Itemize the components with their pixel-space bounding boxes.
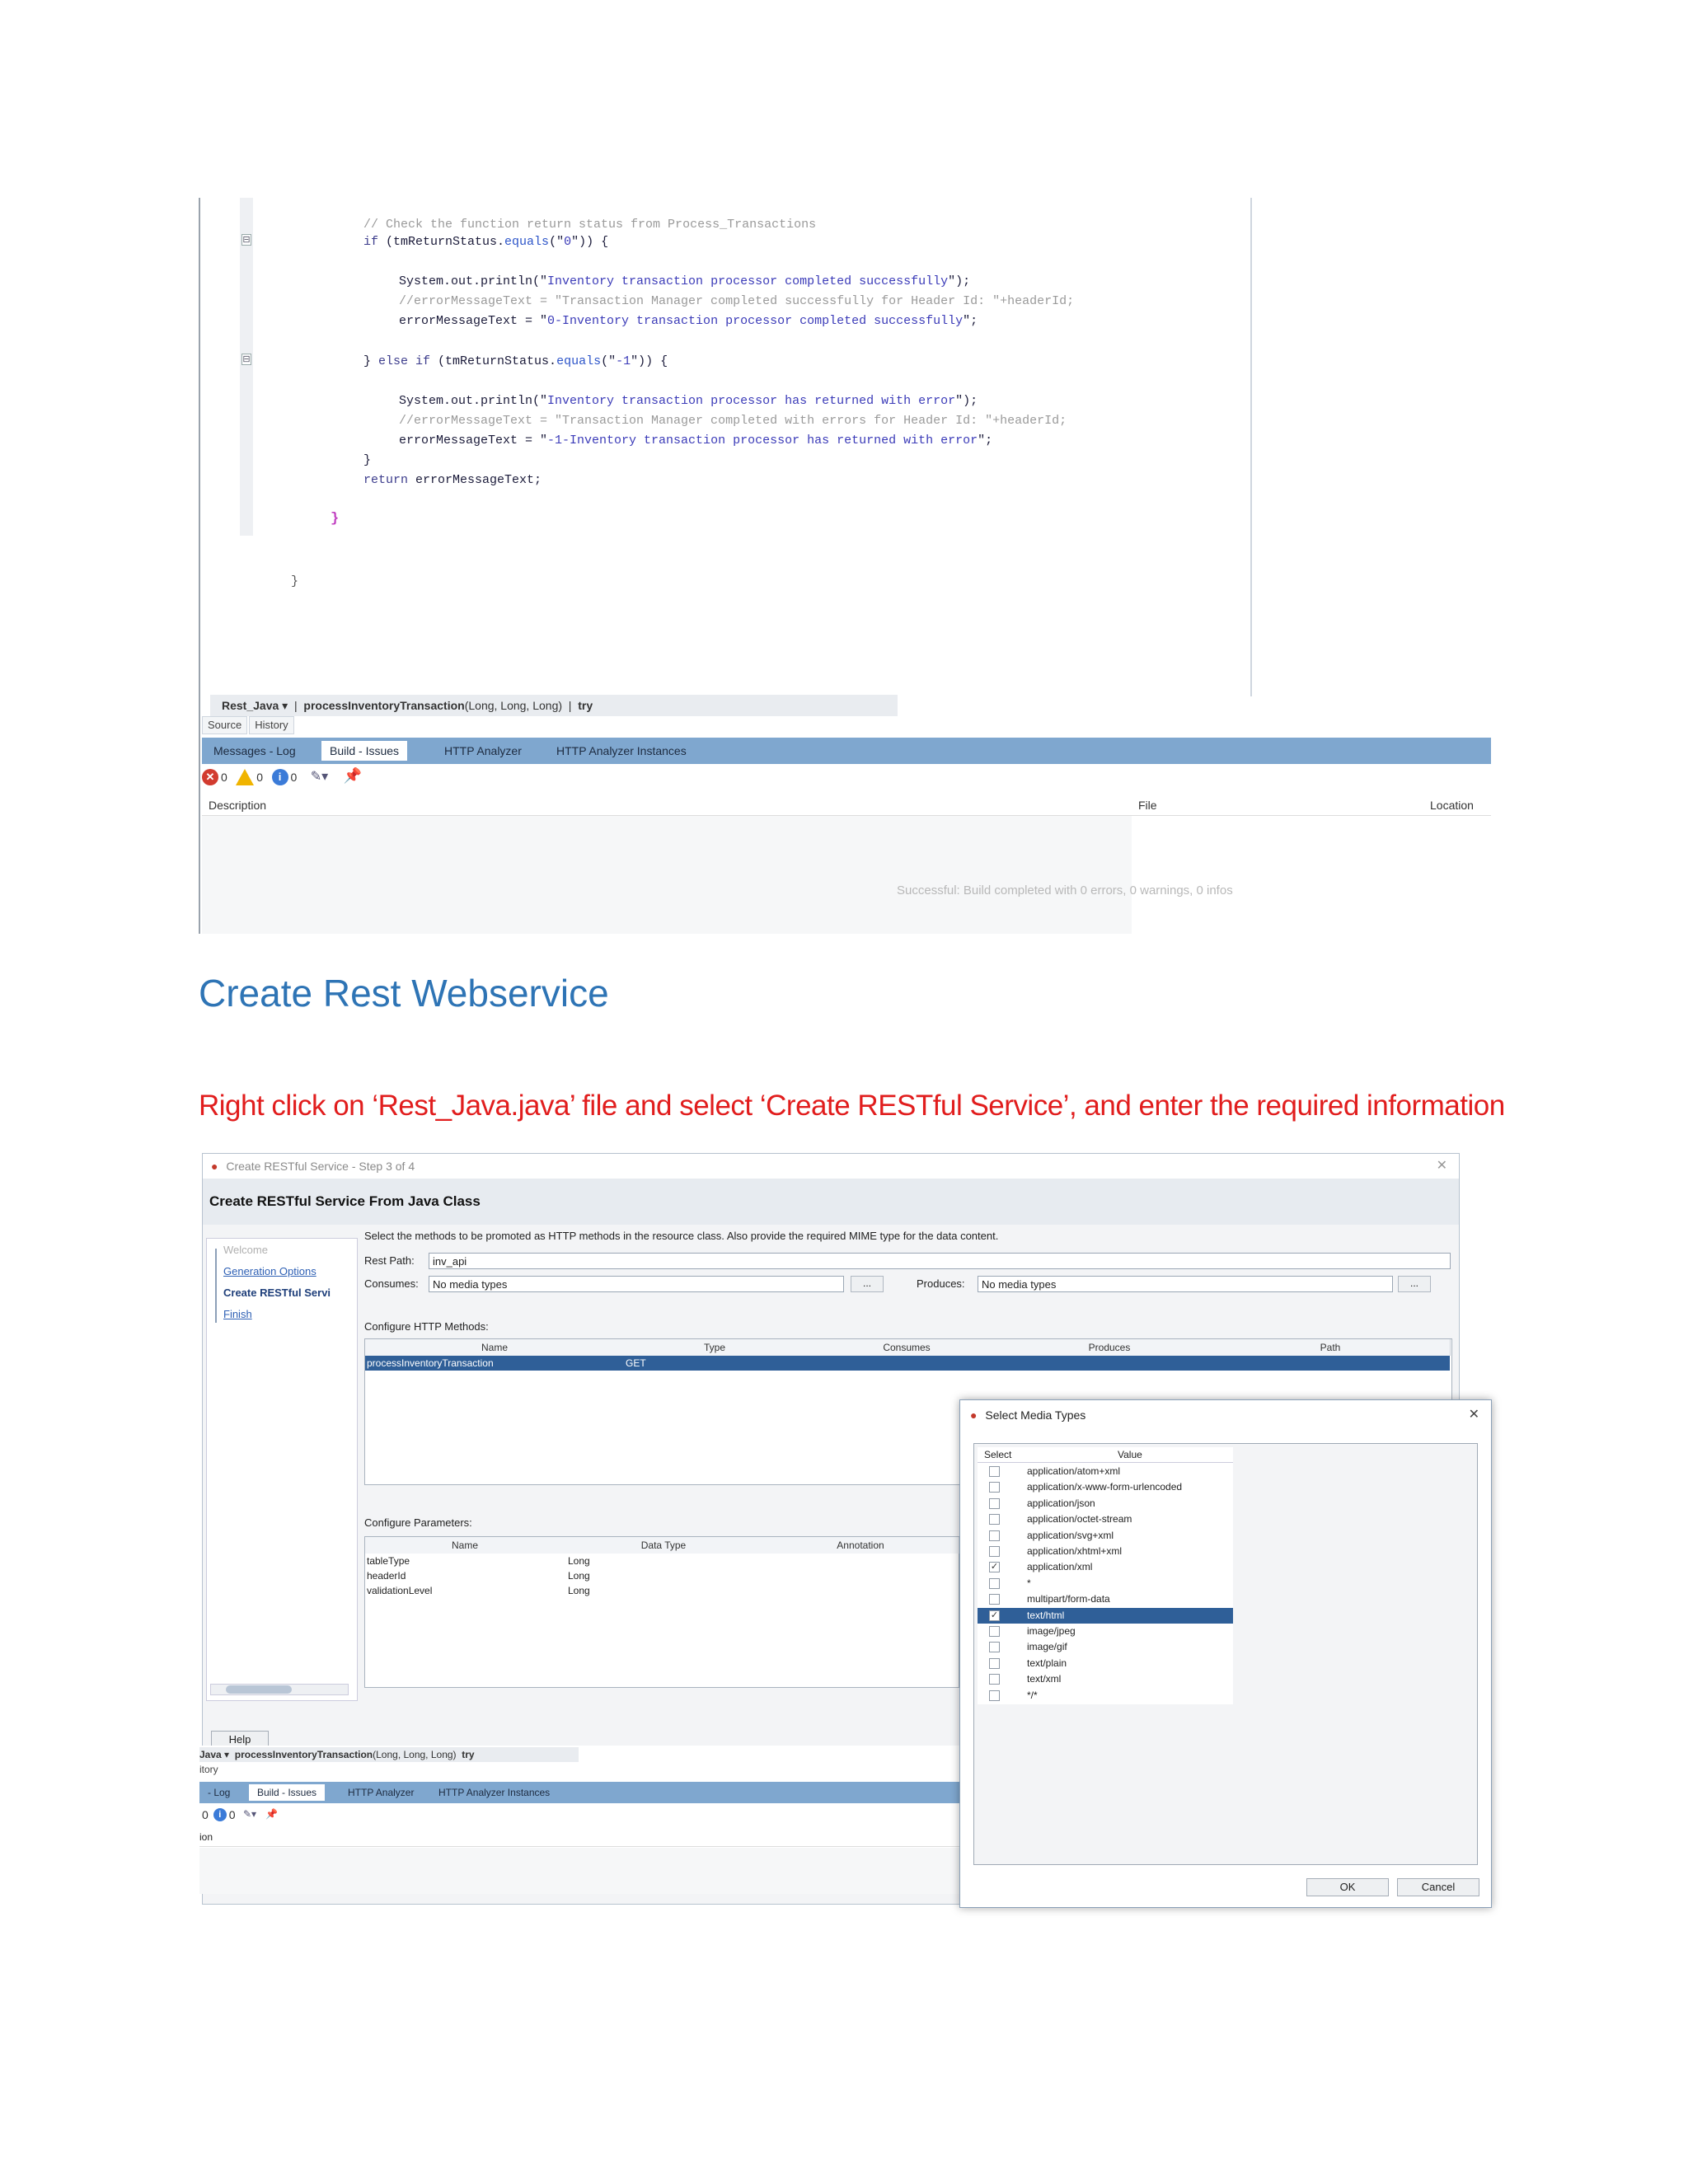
list-item[interactable] bbox=[978, 1479, 1233, 1495]
code-token: Inventory transaction processor has returned with error bbox=[547, 394, 956, 408]
code-line bbox=[363, 218, 816, 232]
list-item[interactable] bbox=[978, 1576, 1233, 1591]
background-breadcrumb-tail: try bbox=[462, 1749, 475, 1760]
background-issues-area bbox=[199, 1848, 1065, 1894]
media-type-checkbox[interactable]: ✓ bbox=[990, 1610, 999, 1620]
media-types-list bbox=[973, 1443, 1478, 1865]
code-line bbox=[363, 473, 542, 487]
list-item[interactable] bbox=[978, 1688, 1233, 1704]
code-line bbox=[399, 274, 970, 288]
consumes-field[interactable]: No media types bbox=[429, 1276, 844, 1292]
code-token: "; bbox=[978, 434, 993, 448]
background-count: 0 bbox=[228, 1808, 236, 1821]
code-token: 0 bbox=[564, 235, 572, 249]
media-type-checkbox[interactable] bbox=[989, 1674, 1000, 1685]
list-item[interactable] bbox=[978, 1464, 1233, 1479]
matched-brace-marker: } bbox=[331, 511, 340, 527]
method-name: processInventoryTransaction bbox=[367, 1357, 494, 1369]
list-item[interactable] bbox=[978, 1671, 1233, 1687]
media-type-checkbox[interactable] bbox=[989, 1690, 1000, 1701]
background-tab: - Log bbox=[208, 1787, 231, 1798]
media-type-value: * bbox=[1027, 1577, 1031, 1589]
build-status-text: Successful: Build completed with 0 errors, 0 warnings, 0 infos bbox=[897, 883, 1233, 898]
rest-path-input[interactable]: inv_api bbox=[429, 1253, 1451, 1269]
code-line bbox=[399, 294, 1074, 308]
code-token: Inventory transaction processor completed successfully bbox=[547, 274, 949, 288]
media-type-checkbox[interactable] bbox=[989, 1514, 1000, 1525]
background-tab: HTTP Analyzer Instances bbox=[438, 1787, 551, 1798]
media-type-checkbox[interactable] bbox=[989, 1642, 1000, 1652]
background-ide bbox=[199, 1746, 1065, 1894]
app-logo-icon: ● bbox=[211, 1160, 218, 1173]
background-history-tab: itory bbox=[199, 1764, 218, 1775]
steps-connector bbox=[215, 1249, 217, 1323]
media-type-checkbox[interactable] bbox=[989, 1498, 1000, 1509]
chevron-down-icon[interactable]: ▾ bbox=[282, 699, 292, 712]
background-tab: Build - Issues bbox=[249, 1784, 325, 1801]
log-tabbar bbox=[202, 738, 1491, 764]
code-token: } bbox=[363, 453, 372, 467]
media-type-checkbox[interactable] bbox=[989, 1626, 1000, 1637]
code-token: // Check the function return status from Process_Transactions bbox=[363, 218, 817, 232]
col-value[interactable]: Value bbox=[1118, 1449, 1142, 1460]
ok-button[interactable]: OK bbox=[1306, 1878, 1389, 1896]
code-token: equals bbox=[556, 354, 602, 368]
select-media-types-dialog bbox=[959, 1399, 1492, 1908]
method-type[interactable]: GET bbox=[626, 1357, 646, 1369]
code-token: (" bbox=[601, 354, 617, 368]
code-token: errorMessageText; bbox=[408, 473, 542, 487]
media-type-checkbox[interactable] bbox=[989, 1578, 1000, 1589]
media-type-checkbox[interactable]: ✓ bbox=[990, 1562, 999, 1572]
code-token: errorMessageText = " bbox=[399, 434, 548, 448]
code-editor-screenshot bbox=[199, 198, 1491, 934]
step-welcome[interactable]: Welcome bbox=[223, 1244, 268, 1256]
editor-right-margin bbox=[1250, 198, 1252, 696]
code-token: equals bbox=[504, 235, 550, 249]
wizard-titlebar bbox=[203, 1154, 1459, 1179]
column-file[interactable]: File bbox=[1138, 799, 1157, 812]
editor-view-tabs bbox=[202, 716, 296, 733]
tab-source[interactable]: Source bbox=[202, 716, 247, 734]
media-type-value: application/x-www-form-urlencoded bbox=[1027, 1481, 1183, 1493]
background-breadcrumb-params: (Long, Long, Long) bbox=[373, 1749, 457, 1760]
step-generation-options[interactable]: Generation Options bbox=[223, 1265, 316, 1277]
error-icon[interactable]: ✕ bbox=[202, 769, 218, 785]
background-toolbar bbox=[199, 1808, 278, 1821]
background-breadcrumb: Java ▾ processInventoryTransaction(Long, Long, Long) try bbox=[199, 1747, 579, 1762]
media-type-value: image/gif bbox=[1027, 1641, 1067, 1653]
issues-list bbox=[202, 816, 1132, 934]
background-count: 0 bbox=[202, 1808, 209, 1821]
tab-build-issues[interactable]: Build - Issues bbox=[321, 741, 407, 761]
media-type-value: text/xml bbox=[1027, 1673, 1062, 1685]
media-table-header bbox=[978, 1447, 1233, 1463]
col-path[interactable]: Path bbox=[1211, 1339, 1451, 1356]
param-name[interactable]: headerId bbox=[367, 1570, 406, 1582]
wizard-description: Select the methods to be promoted as HTTP methods in the resource class. Also provide the required MIME type for the data content. bbox=[364, 1230, 999, 1242]
col-select[interactable]: Select bbox=[984, 1449, 1012, 1460]
tab-messages-log[interactable]: Messages - Log bbox=[213, 744, 296, 757]
media-type-value: */* bbox=[1027, 1689, 1038, 1701]
code-token: //errorMessageText = "Transaction Manager completed successfully for Header Id: "+headerId; bbox=[399, 294, 1075, 308]
wizard-steps-panel bbox=[206, 1238, 358, 1701]
column-location[interactable]: Location bbox=[1430, 799, 1474, 812]
param-type[interactable]: Long bbox=[568, 1570, 590, 1582]
code-token: errorMessageText = " bbox=[399, 314, 548, 328]
breadcrumb-method[interactable]: processInventoryTransaction bbox=[303, 699, 465, 712]
code-token: System.out.println(" bbox=[399, 274, 548, 288]
media-type-value: image/jpeg bbox=[1027, 1625, 1076, 1637]
column-description[interactable]: Description bbox=[209, 799, 267, 812]
produces-label: Produces: bbox=[917, 1277, 965, 1290]
app-logo-icon: ● bbox=[970, 1408, 978, 1422]
fold-toggle-icon[interactable]: ⊟ bbox=[242, 354, 251, 364]
breadcrumb[interactable]: Rest_Java ▾ | processInventoryTransaction(Long, Long, Long) | try bbox=[210, 695, 898, 716]
error-count: 0 bbox=[221, 770, 227, 784]
rest-path-label: Rest Path: bbox=[364, 1254, 415, 1267]
media-type-checkbox[interactable] bbox=[989, 1466, 1000, 1477]
warning-icon[interactable] bbox=[236, 769, 254, 785]
background-breadcrumb-method: processInventoryTransaction bbox=[234, 1749, 373, 1760]
code-token: ")) { bbox=[631, 354, 668, 368]
code-token: 0-Inventory transaction processor completed successfully bbox=[547, 314, 964, 328]
filter-icon: ✎▾ bbox=[242, 1808, 257, 1821]
table-row[interactable] bbox=[365, 1356, 1450, 1371]
list-item[interactable] bbox=[978, 1591, 1233, 1607]
params-label: Configure Parameters: bbox=[364, 1516, 472, 1529]
code-token: -1-Inventory transaction processor has returned with error bbox=[547, 434, 978, 448]
code-token: System.out.println(" bbox=[399, 394, 548, 408]
breadcrumb-file[interactable]: Rest_Java bbox=[222, 699, 279, 712]
info-icon: i bbox=[213, 1808, 227, 1821]
param-type[interactable]: Long bbox=[568, 1585, 590, 1596]
pin-icon: 📌 bbox=[265, 1808, 279, 1821]
produces-browse-button[interactable]: ... bbox=[1398, 1276, 1431, 1292]
media-type-value: multipart/form-data bbox=[1027, 1593, 1110, 1605]
code-token: } bbox=[363, 354, 379, 368]
step-finish[interactable]: Finish bbox=[223, 1308, 252, 1320]
media-types-table bbox=[978, 1447, 1233, 1704]
editor-left-border bbox=[199, 198, 200, 934]
list-item[interactable] bbox=[978, 1608, 1233, 1624]
info-icon[interactable]: i bbox=[272, 769, 288, 785]
consumes-label: Consumes: bbox=[364, 1277, 419, 1290]
params-table bbox=[364, 1536, 959, 1688]
pin-icon[interactable]: 📌 bbox=[343, 767, 363, 784]
param-name[interactable]: tableType bbox=[367, 1555, 410, 1567]
code-token: ")) { bbox=[571, 235, 609, 249]
param-name[interactable]: validationLevel bbox=[367, 1585, 433, 1596]
background-tabbar bbox=[199, 1782, 1065, 1803]
filter-icon[interactable]: ✎▾ bbox=[310, 770, 329, 784]
code-token: if bbox=[363, 235, 379, 249]
col-param-name[interactable]: Name bbox=[365, 1537, 565, 1554]
media-type-value: application/octet-stream bbox=[1027, 1513, 1132, 1526]
media-type-value: application/json bbox=[1027, 1497, 1095, 1509]
list-item[interactable] bbox=[978, 1656, 1233, 1671]
media-type-value: text/plain bbox=[1027, 1657, 1067, 1669]
code-token: (tmReturnStatus. bbox=[430, 354, 557, 368]
methods-label: Configure HTTP Methods: bbox=[364, 1320, 489, 1333]
help-button[interactable]: Help bbox=[211, 1731, 269, 1749]
code-line bbox=[399, 314, 978, 328]
wizard-header: Create RESTful Service From Java Class bbox=[203, 1179, 1459, 1225]
code-token: else if bbox=[378, 354, 431, 368]
col-consumes[interactable]: Consumes bbox=[805, 1339, 1009, 1356]
code-line bbox=[363, 354, 668, 368]
tab-http-analyzer-instances[interactable]: HTTP Analyzer Instances bbox=[556, 744, 687, 757]
issues-toolbar bbox=[202, 767, 362, 790]
code-token: -1 bbox=[616, 354, 631, 368]
media-type-value: text/html bbox=[1027, 1609, 1065, 1621]
breadcrumb-params: (Long, Long, Long) bbox=[464, 699, 563, 712]
media-type-checkbox[interactable] bbox=[989, 1530, 1000, 1541]
list-item[interactable] bbox=[978, 1544, 1233, 1559]
info-count: 0 bbox=[290, 770, 298, 784]
close-icon[interactable]: ✕ bbox=[1468, 1408, 1479, 1422]
code-token: (" bbox=[549, 235, 565, 249]
background-breadcrumb-file: Java bbox=[199, 1749, 222, 1760]
background-col-header: ion bbox=[199, 1831, 1065, 1847]
list-item[interactable] bbox=[978, 1496, 1233, 1511]
instruction-text: Right click on ‘Rest_Java.java’ file and select ‘Create RESTful Service’, and enter the required information bbox=[199, 1090, 1505, 1122]
warning-count: 0 bbox=[256, 770, 264, 784]
list-item[interactable] bbox=[978, 1528, 1233, 1544]
background-tab: HTTP Analyzer bbox=[348, 1787, 415, 1798]
code-token: "); bbox=[955, 394, 978, 408]
fold-toggle-icon[interactable]: ⊟ bbox=[242, 235, 251, 245]
section-heading: Create Rest Webservice bbox=[199, 972, 609, 1015]
media-type-value: application/xml bbox=[1027, 1561, 1093, 1573]
col-type[interactable]: Type bbox=[624, 1339, 806, 1356]
steps-scrollbar[interactable] bbox=[210, 1684, 349, 1695]
close-icon[interactable]: ✕ bbox=[1436, 1159, 1447, 1173]
media-type-checkbox[interactable] bbox=[989, 1482, 1000, 1493]
list-item[interactable] bbox=[978, 1639, 1233, 1655]
media-type-value: application/xhtml+xml bbox=[1027, 1545, 1123, 1557]
wizard-title: Create RESTful Service - Step 3 of 4 bbox=[226, 1160, 415, 1173]
media-type-value: application/svg+xml bbox=[1027, 1529, 1114, 1541]
code-line bbox=[399, 434, 992, 448]
closing-brace: } bbox=[291, 574, 299, 588]
list-item[interactable] bbox=[978, 1624, 1233, 1639]
col-data-type[interactable]: Data Type bbox=[565, 1537, 763, 1554]
issues-column-header bbox=[202, 795, 1491, 816]
tab-http-analyzer[interactable]: HTTP Analyzer bbox=[444, 744, 522, 757]
media-type-value: application/atom+xml bbox=[1027, 1465, 1121, 1477]
dialog-title: Select Media Types bbox=[985, 1408, 1086, 1422]
code-line bbox=[399, 394, 978, 408]
code-line bbox=[399, 414, 1067, 428]
code-line bbox=[363, 453, 371, 467]
produces-field[interactable]: No media types bbox=[978, 1276, 1393, 1292]
media-type-checkbox[interactable] bbox=[989, 1594, 1000, 1605]
col-annotation[interactable]: Annotation bbox=[762, 1537, 959, 1554]
scrollbar-thumb[interactable] bbox=[226, 1685, 292, 1694]
fold-gutter bbox=[240, 198, 253, 536]
col-name[interactable]: Name bbox=[365, 1339, 625, 1356]
media-type-checkbox[interactable] bbox=[989, 1658, 1000, 1669]
code-token: "; bbox=[963, 314, 978, 328]
dialog-titlebar bbox=[960, 1400, 1491, 1430]
code-token: //errorMessageText = "Transaction Manager completed with errors for Header Id: "+headerId; bbox=[399, 414, 1067, 428]
media-type-checkbox[interactable] bbox=[989, 1546, 1000, 1557]
list-item[interactable] bbox=[978, 1559, 1233, 1575]
step-create-restful-service[interactable]: Create RESTful Servi bbox=[223, 1286, 331, 1299]
list-item[interactable] bbox=[978, 1511, 1233, 1527]
col-produces[interactable]: Produces bbox=[1008, 1339, 1212, 1356]
cancel-button[interactable]: Cancel bbox=[1397, 1878, 1479, 1896]
consumes-browse-button[interactable]: ... bbox=[851, 1276, 884, 1292]
tab-history[interactable]: History bbox=[249, 716, 293, 734]
param-type[interactable]: Long bbox=[568, 1555, 590, 1567]
code-token: "); bbox=[948, 274, 971, 288]
code-line bbox=[363, 235, 608, 249]
breadcrumb-tail[interactable]: try bbox=[578, 699, 593, 712]
code-token: (tmReturnStatus. bbox=[378, 235, 505, 249]
code-token: return bbox=[363, 473, 409, 487]
